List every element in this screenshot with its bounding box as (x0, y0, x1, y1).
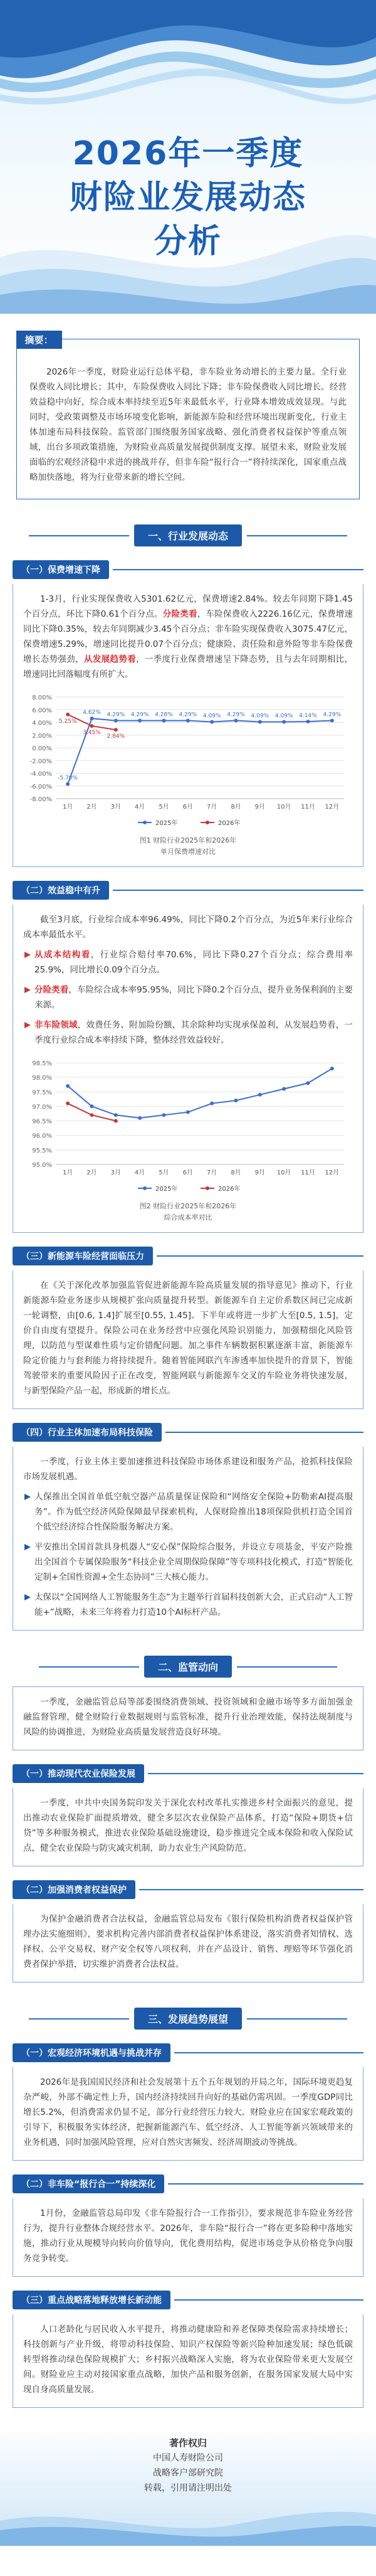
data-point (234, 719, 238, 723)
data-point (90, 716, 94, 720)
paragraph: 为保护金融消费者合法权益，金融监管总局发布《银行保险机构消费者权益保护管理办法实施细则》，要求机构完善内部消费者权益保护体系建设，落实消费者知情权、选择权、公平交易权、财产安全权等八项权利，并在产品设计、销售、理赔等环节强化消费者保护举措，切实维护消费者合法权益。 (23, 1914, 353, 1969)
x-tick-label: 8月 (231, 1169, 241, 1176)
subsection-box (13, 584, 363, 867)
subsection-header (13, 1247, 363, 1265)
x-tick-label: 6月 (182, 804, 194, 811)
subsection-header (13, 1423, 363, 1442)
data-label: 4.29% (107, 711, 125, 718)
data-point (186, 1110, 190, 1114)
subsection-box (13, 1686, 363, 1750)
legend-label: 2026年 (218, 1186, 241, 1193)
data-label: 4.62% (83, 710, 101, 716)
arrow-bullet-icon (23, 950, 32, 959)
data-label: 4.09% (251, 713, 269, 720)
series-line (68, 1068, 332, 1118)
data-point (90, 724, 94, 728)
subsection-header (13, 2043, 363, 2062)
paragraph (34, 982, 353, 1013)
wave-decoration (0, 2502, 376, 2546)
chart-premium-growth (23, 687, 353, 856)
y-tick-label: 97.0% (32, 1104, 52, 1111)
paragraph: 一季度，金融监管总局等部委围绕消费领域、投资领域和金融市场等多方面加强金融监督管理，健全财险行业数据规则与监管标准，提升行业治理效能，保持法规制度与风险的协调推进，为财险业高质量发展营造良好环境。 (23, 1697, 353, 1737)
section-title-3: 三、发展趋势展望 (134, 2008, 242, 2030)
paragraph: 太保以“全国网络人工智能服务生态”为主题举行首届科技创新大会，正式启动“人工智能+”战略，未来三年将着力打造10个AI标杆产品。 (34, 1592, 353, 1617)
section-header-2 (0, 1656, 376, 1678)
summary-text: 2026年一季度，财险业运行总体平稳，非车险业务动增长的主要力量。全行业保费收入同比增长；其中，车险保费收入同比下降；非车险保费收入同比增长。经营效益稳中向好，综合成本率持续至近5年来最低水平，行业降本增效成效显现。与此同时，受政策调整及市场环境变化影响，新能源车险和经营环境出现新变化，行业主体加速布局科技保险。监管部门围绕服务国家战略、强化消费者权益保护等重点领域，出台多项政策措施，为财险业高质量发展提供制度支撑。展望未来，财险业发展面临的宏观经济稳中求进的挑战并存，但非车险“报行合一”将持续深化，国家重点战略加快落地，将为行业带来新的增长空间。 (29, 367, 347, 482)
legend-marker (143, 1186, 147, 1190)
legend-marker (206, 821, 209, 824)
data-point (90, 1113, 94, 1117)
y-tick-label: 95.0% (32, 1162, 52, 1169)
text-span: ，车险保费收入2226.16亿元，保费增速同比下降0.35%，较去年同期减少3.45个百分点；非车险实现保费收入3075.47亿元，保费增速5.29%，增速同比提升0.07个百分点；健康险、责任险和意外险等非车险保费增长态势强劲， (23, 609, 353, 664)
x-tick-label: 7月 (206, 1169, 217, 1176)
data-point (66, 713, 70, 716)
header-banner (0, 0, 376, 314)
footer-line: 转载，引用请注明出处 (144, 2483, 232, 2493)
subsection-header (13, 2291, 363, 2309)
x-tick-label: 11月 (301, 804, 315, 811)
page-title: 2026年一季度财险业发展动态分析 (69, 135, 306, 260)
y-tick-label: 4.00% (32, 720, 52, 727)
data-label: 4.09% (202, 713, 221, 720)
data-point (330, 719, 334, 723)
text-span: ，行业综合赔付率70.6%，同比下降0.27个百分点；综合费用率25.9%，同比增长0.09个百分点。 (34, 950, 353, 975)
arrow-bullet-icon (23, 986, 32, 994)
footer-line: 战略客户部研究院 (153, 2468, 223, 2478)
x-tick-label: 4月 (134, 1169, 145, 1176)
legend-label: 2026年 (218, 820, 241, 827)
paragraph: 截至3月底，行业综合成本率96.49%，同比下降0.2个百分点，为近5年来行业综合成本率最低水平。 (23, 915, 353, 940)
data-point (258, 720, 262, 724)
data-label: 4.29% (179, 711, 197, 718)
text-span: ，一季度行业保费增速呈下降态势，且与去年同期相比，增速同比回落幅度有所扩大。 (23, 654, 353, 679)
chart-caption-2: 单月保费增速对比 (160, 848, 216, 856)
y-tick-label: 96.0% (32, 1132, 52, 1140)
x-tick-label: 12月 (325, 1169, 340, 1176)
summary-box (16, 334, 360, 499)
x-tick-label: 7月 (206, 804, 217, 811)
subsection-box (13, 1270, 363, 1409)
paragraph: 在《关于深化改革加强监管促进新能源车险高质量发展的指导意见》推动下，行业新能源车险业务逐步从规模扩张向质量提升转型。新能源车自主定价系数区间已完成新一轮调整，由[0.6, 1.4]扩展至[0.55, 1.45]。下半年或将进一步扩大至[0.5, 1.5]，定价自由度有望提升。保险公司在业务经营中应强化风险识别能力，加强精细化风险管理，以防范与型谋难性质与定价错配问题。加之事件车辆数据积累逐渐丰富，新能源车险定价能力与套利能力将持续提升。随着智能网联汽车渗透率加快提升的背景下，智能驾驶带来的重要风险因子正在改变，智能网联与新能源车交叉的车险业务将快速发展，与新型保险产品一起，形成新的增长点。 (23, 1280, 353, 1396)
x-tick-label: 6月 (182, 1169, 194, 1176)
data-point (114, 1113, 118, 1117)
arrow-bullet-icon (23, 1543, 32, 1551)
x-tick-label: 9月 (254, 1169, 266, 1176)
data-point (66, 1102, 70, 1105)
y-tick-label: 98.0% (32, 1075, 52, 1082)
data-point (210, 720, 214, 724)
data-point (282, 720, 286, 724)
subsection-title: （一）保费增速下降 (13, 560, 109, 579)
data-point (210, 1102, 214, 1105)
bullet-item (23, 947, 353, 977)
subsection-header (13, 1764, 363, 1783)
data-point (306, 720, 310, 723)
chart-caption: 图1 财险行业2025年和2026年 (139, 836, 237, 844)
highlight-text: 从成本结构看 (34, 950, 91, 960)
y-tick-label: 95.5% (32, 1147, 52, 1154)
data-label: 4.14% (299, 713, 317, 720)
y-tick-label: 96.5% (32, 1118, 52, 1126)
data-point (66, 782, 70, 786)
legend-marker (206, 1186, 209, 1190)
section-title-1: 一、行业发展动态 (134, 524, 242, 546)
subsection-title: （一）宏观经济环境机遇与挑战并存 (13, 2043, 170, 2062)
subsection-title: （二）非车险“报行合一”持续深化 (13, 2174, 164, 2193)
arrow-bullet-icon (23, 1021, 32, 1030)
y-tick-label: 2.00% (32, 732, 52, 740)
data-point (66, 1084, 70, 1088)
subsection-box (13, 2314, 363, 2408)
x-tick-label: 10月 (276, 804, 291, 811)
subsection-title: （三）重点战略落地释放增长新动能 (13, 2291, 170, 2309)
subsection-title: （四）行业主体加速布局科技保险 (13, 1423, 162, 1442)
paragraph: 一季度，行业主体主要加速推进科技保险市场体系建设和服务产品，抢抓科技保险市场发展机遇。 (23, 1457, 353, 1482)
y-tick-label: 98.5% (32, 1060, 52, 1067)
subsection-box (13, 1447, 363, 1631)
section-header-3 (0, 2008, 376, 2030)
bullet-item (23, 1590, 353, 1620)
legend-label: 2025年 (155, 1186, 178, 1193)
y-tick-label: -8.00% (29, 796, 52, 803)
data-point (282, 1087, 286, 1091)
data-point (114, 719, 118, 723)
data-point (162, 719, 166, 723)
subsection-header (13, 560, 363, 579)
y-tick-label: 6.00% (32, 707, 52, 715)
bullet-item (23, 1540, 353, 1585)
data-label: 2.84% (107, 733, 125, 740)
footer-line: 中国人寿财险公司 (153, 2453, 223, 2463)
summary-tag: 摘要： (16, 331, 62, 349)
paragraph (34, 947, 353, 977)
chart-caption-2: 综合成本率对比 (164, 1213, 212, 1221)
data-point (306, 1081, 310, 1085)
title-box (0, 132, 376, 263)
x-tick-label: 3月 (110, 804, 122, 811)
x-tick-label: 1月 (62, 804, 73, 811)
text-span: ，效费任务、附加险份额，其余除种均实现承保盈利，从发展趋势看，一季度行业综合成本率持续下降，整体经营效益较好。 (34, 1020, 353, 1045)
highlight-text: 从发展趋势看 (83, 654, 137, 664)
text-span: 1-3月，行业实现保费收入5301.62亿元，保费增速2.84%。较去年同期下降1.45个百分点，环比下降0.61个百分点。 (23, 594, 353, 619)
bullet-item (23, 1489, 353, 1535)
paragraph: 1月份，金融监管总局印发《非车险报行合一工作指引》，要求规范非车险业务经营行为，提升行业整体合规经营水平。2026年，非车险“报行合一”将在更多险种中落地实施，推动行业从规模导向转向价值导向，优化费用结构，促进市场竞争从价格竞争向服务竞争转变。 (23, 2208, 353, 2264)
subsection-box (13, 2067, 363, 2161)
data-point (90, 1104, 94, 1108)
highlight-text: 非车险领域 (34, 1020, 78, 1030)
section-header-1 (0, 524, 376, 546)
paragraph (23, 592, 353, 682)
line-chart (23, 687, 353, 831)
data-point (258, 1093, 262, 1097)
arrow-bullet-icon (23, 1593, 32, 1602)
x-tick-label: 3月 (110, 1169, 122, 1176)
footer-line: 著作权归 (169, 2437, 207, 2449)
x-tick-label: 2月 (86, 1169, 97, 1176)
line-chart (23, 1053, 353, 1197)
data-point (114, 1119, 118, 1123)
subsection-header (13, 2174, 363, 2193)
data-point (138, 719, 142, 723)
subsection-title: （二）效益稳中有升 (13, 881, 109, 900)
section-title-2: 二、监管动向 (144, 1656, 232, 1678)
y-tick-label: 0.00% (32, 745, 52, 752)
subsection-title: （一）推动现代农业保险发展 (13, 1764, 144, 1783)
subsection-title: （二）加强消费者权益保护 (13, 1880, 135, 1899)
x-tick-label: 12月 (325, 804, 340, 811)
subsection-box (13, 2198, 363, 2277)
subsection-box (13, 1788, 363, 1866)
bullet-item (23, 982, 353, 1013)
y-tick-label: 8.00% (32, 695, 52, 701)
y-tick-label: -2.00% (29, 758, 52, 765)
x-tick-label: 5月 (159, 1169, 169, 1176)
paragraph: 一季度，中共中央国务院印发关于深化农村改革扎实推进乡村全面振兴的意见，提出推动农业保险扩面提质增效，健全多层次农业保险产品体系，打造“保险+期货+信贷”等多种服务模式，推进农业保险基础设施建设，稳步推进完全成本保险和收入保险试点，健全农业保险与防灾减灾机制，助力农业生产风险防范。 (23, 1798, 353, 1853)
highlight-text: 分险类看 (162, 609, 197, 619)
data-label: 3.45% (83, 730, 101, 737)
data-label: 5.25% (58, 718, 77, 725)
text-span: ，车险综合成本率95.95%，同比下降0.2个百分点，提升业务保利润的主要来源。 (34, 985, 353, 1010)
subsection-box (13, 905, 363, 1233)
subsection-header (13, 881, 363, 900)
data-label: 4.29% (130, 711, 149, 718)
x-tick-label: 11月 (301, 1169, 315, 1176)
paragraph: 人保推出全国首单低空航空器产品质量保证保险和“网络安全保险+防勒索AI提高服务”。作为低空经济风险保障最早探索机构，人保财险推出18项保险供机打造全国首个低空经济综合性保险服务解决方案。 (34, 1492, 353, 1532)
paragraph (34, 1018, 353, 1048)
data-label: 4.28% (155, 711, 173, 718)
y-tick-label: -6.00% (29, 783, 52, 790)
x-tick-label: 8月 (231, 804, 241, 811)
data-point (234, 1099, 238, 1102)
x-tick-label: 9月 (254, 804, 266, 811)
x-tick-label: 5月 (159, 804, 169, 811)
y-tick-label: -4.00% (29, 770, 52, 778)
data-point (162, 1113, 166, 1117)
data-label: 4.09% (274, 713, 293, 720)
legend-label: 2025年 (155, 820, 178, 827)
data-label: -5.70% (58, 775, 78, 782)
y-tick-label: 97.5% (32, 1089, 52, 1097)
data-point (186, 719, 190, 723)
x-tick-label: 2月 (86, 804, 97, 811)
x-tick-label: 1月 (62, 1169, 73, 1176)
data-label: 4.29% (323, 711, 342, 718)
x-tick-label: 4月 (134, 804, 145, 811)
data-point (114, 728, 118, 732)
data-label: 4.29% (227, 711, 245, 718)
legend-marker (143, 821, 147, 824)
arrow-bullet-icon (23, 1493, 32, 1501)
chart-combined-ratio (23, 1053, 353, 1222)
data-point (330, 1067, 334, 1070)
subsection-title: （三）新能源车险经营面临压力 (13, 1247, 153, 1265)
data-point (138, 1116, 142, 1120)
chart-caption: 图2 财险行业2025年和2026年 (139, 1202, 237, 1210)
paragraph: 平安推出全国首款具身机器人“安心保”保险综合服务，并设立专项基金，平安产险推出全国首个专属保险服务“科技企业全周期保险保障”等专项科技化模式，打造“智能化定制+全国性资源+全生态协同”三大核心能力。 (34, 1542, 353, 1582)
subsection-header (13, 1880, 363, 1899)
x-tick-label: 10月 (276, 1169, 291, 1176)
paragraph: 人口老龄化与居民收入水平提升，将推动健康险和养老保障类保险需求持续增长；科技创新与产业升级，将带动科技保险、知识产权保险等新兴险种加速发展；绿色低碳转型将推动绿色保险规模扩大；乡村振兴战略深入实施，将为农业保险带来更大发展空间。财险业应主动对接国家重点战略，加快产品和服务创新，在服务国家发展大局中实现自身高质量发展。 (23, 2324, 353, 2395)
highlight-text: 分险类看 (34, 985, 69, 995)
paragraph: 2026年是我国国民经济和社会发展第十五个五年规划的开局之年，国际环境更趋复杂严峻，外部不确定性上升，国内经济持续回升向好的基础仍需巩固。一季度GDP同比增长5.2%，但消费需求仍显不足，部分行业经营压力较大。财险业应在国家宏观政策的引导下，积极服务实体经济，把握新能源汽车、低空经济、人工智能等新兴领域带来的业务机遇，同时加强风险管理，应对自然灾害频发、经济周期波动等挑战。 (23, 2077, 353, 2148)
subsection-box (13, 1904, 363, 1983)
bullet-item (23, 1018, 353, 1048)
footer (0, 2427, 376, 2546)
